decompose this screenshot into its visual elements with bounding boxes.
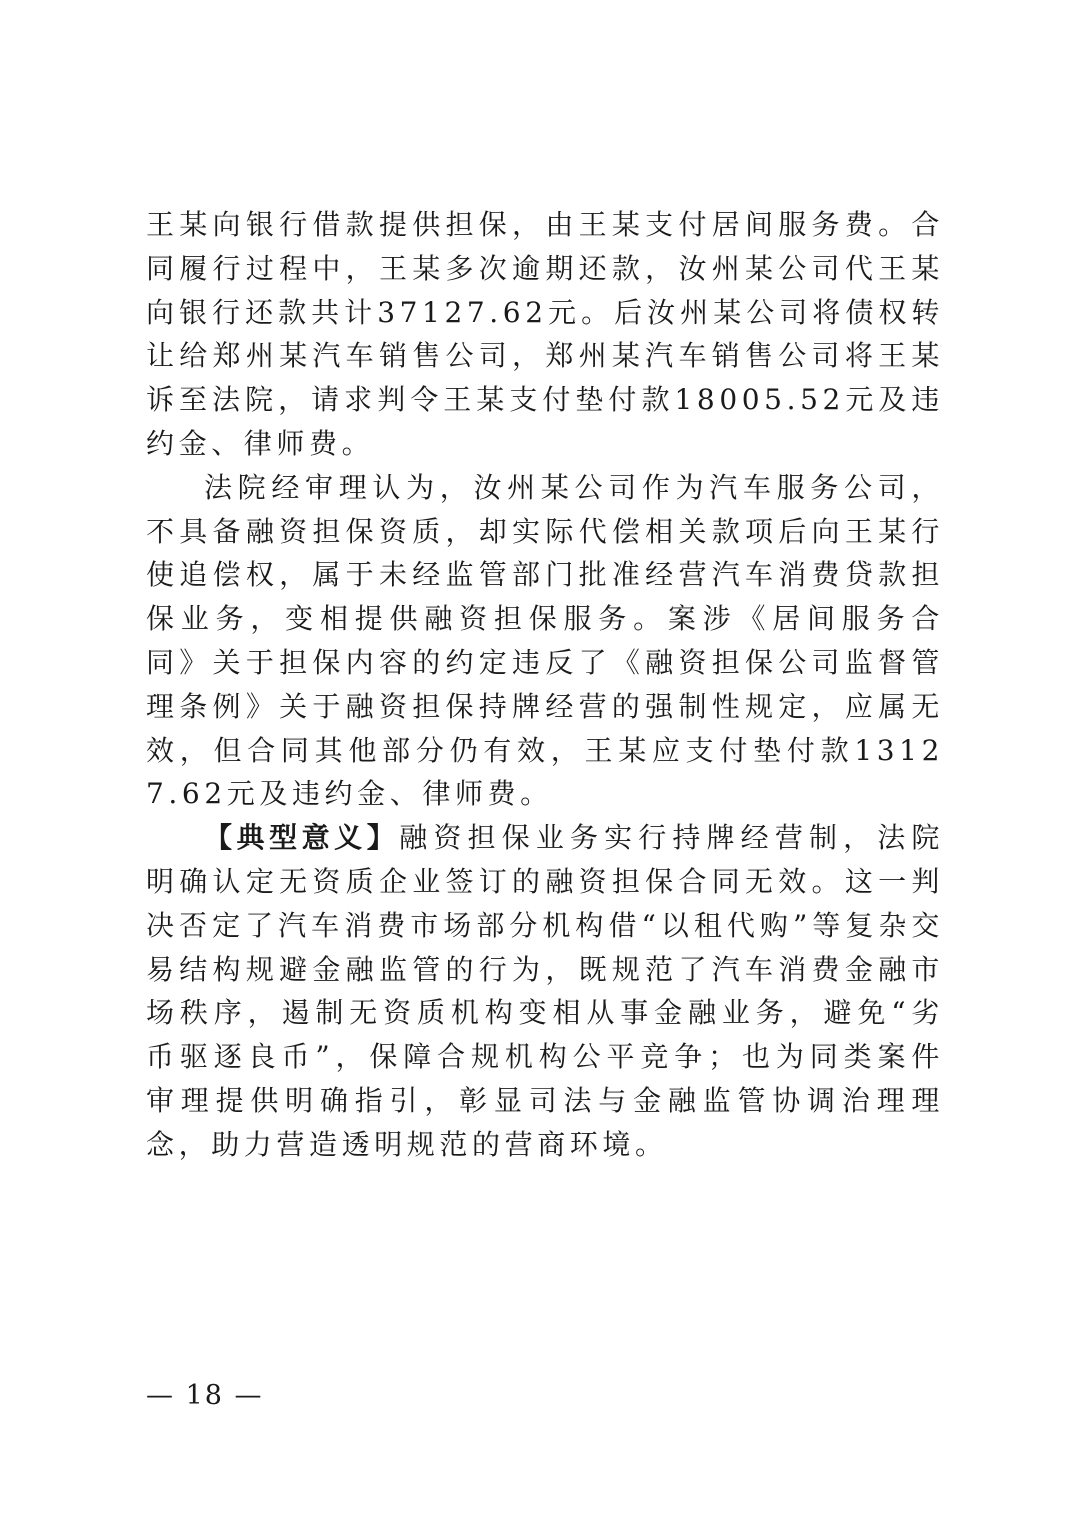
case-facts-paragraph: 王某向银行借款提供担保，由王某支付居间服务费。合同履行过程中，王某多次逾期还款，汝州某公司代王某向银行还款共计37127.62元。后汝州某公司将债权转让给郑州某汽车销售公司，郑州某汽车销售公司将王某诉至法院，请求判令王某支付垫付款18005.52元及违约金、律师费。 bbox=[146, 208, 944, 460]
page-number: — 18 — bbox=[146, 1380, 264, 1411]
document-body bbox=[146, 203, 944, 1167]
court-ruling-paragraph: 法院经审理认为，汝州某公司作为汽车服务公司，不具备融资担保资质，却实际代偿相关款项后向王某行使追偿权，属于未经监管部门批准经营汽车消费贷款担保业务，变相提供融资担保服务。案涉《居间服务合同》关于担保内容的约定违反了《融资担保公司监督管理条例》关于融资担保持牌经营的强制性规定，应属无效，但合同其他部分仍有效，王某应支付垫付款13127.62元及违约金、律师费。 bbox=[146, 470, 944, 811]
typical-significance-paragraph bbox=[146, 816, 944, 1166]
typical-significance-label: 【典型意义】 bbox=[204, 821, 400, 855]
typical-significance-text: 融资担保业务实行持牌经营制，法院明确认定无资质企业签订的融资担保合同无效。这一判决否定了汽车消费市场部分机构借“以租代购”等复杂交易结构规避金融监管的行为，既规范了汽车消费金融市场秩序，遏制无资质机构变相从事金融业务，避免“劣币驱逐良币”，保障合规机构公平竞争；也为同类案件审理提供明确指引，彰显司法与金融监管协调治理理念，助力营造透明规范的营商环境。 bbox=[146, 821, 944, 1161]
